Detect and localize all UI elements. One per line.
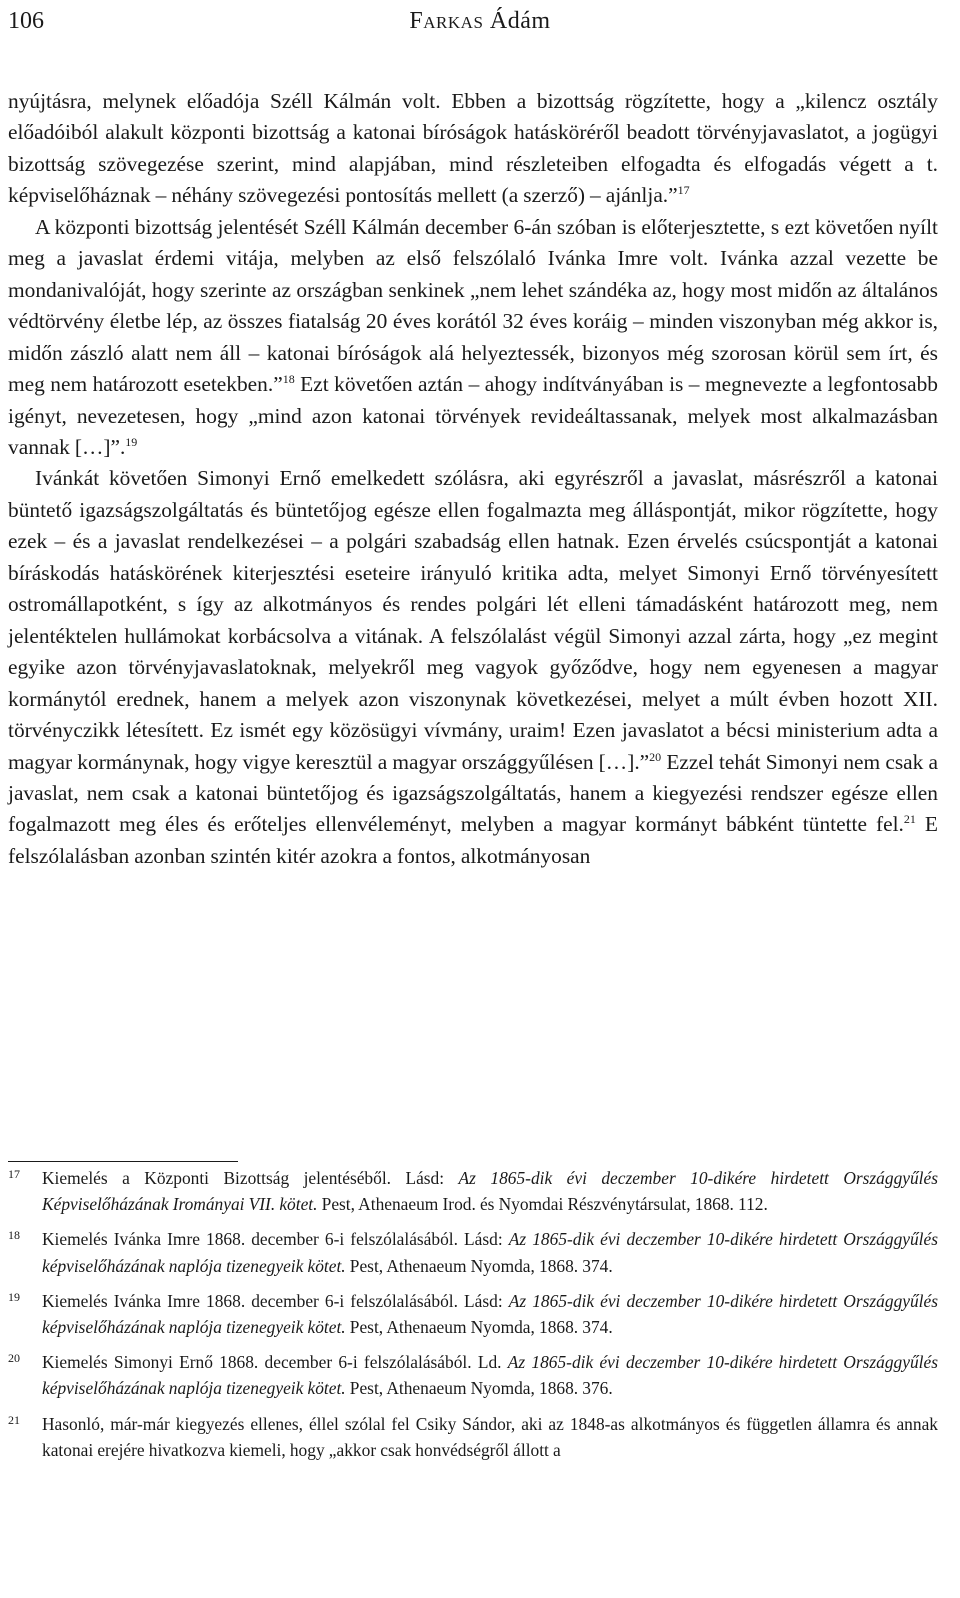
author-surname-rest: arkas bbox=[423, 8, 484, 34]
italic-title: Az 1865-dik évi deczember 10-dikére hirdetett Országgyűlés képviselőházának naplója tizenegyeik kötet. bbox=[42, 1352, 938, 1399]
footnote-text bbox=[42, 1226, 938, 1278]
text-run: Pest, Athenaeum Nyomda, 1868. 376. bbox=[345, 1378, 613, 1399]
footnote-reference: 21 bbox=[903, 812, 916, 827]
footnote-text bbox=[42, 1288, 938, 1340]
footnote-reference: 19 bbox=[125, 434, 138, 449]
italic-title: Az 1865-dik évi deczember 10-dikére hirdetett Országgyűlés képviselőházának naplója tizenegyeik kötet. bbox=[42, 1229, 938, 1276]
footnote-separator bbox=[8, 1161, 238, 1162]
footnote bbox=[8, 1411, 938, 1463]
footnote-number: 19 bbox=[8, 1289, 20, 1304]
text-run: A központi bizottság jelentését Széll Kálmán december 6-án szóban is előterjesztette, s ezt követően nyílt meg a javaslat érdemi vitája, melyben az első felszólaló Ivánka Imre volt. Ivánka azzal vezette be mondanivalóját, hogy szerinte az országban senkinek „nem lehet szándéka az, hogy most midőn az általános védtörvény életbe lép, az összes fiatalság 20 éves korától 32 éves koráig – minden viszonyban még akkor is, midőn zászló alatt nem áll – katonai bíróságok alá helyeztessék, bizonyos még szorosan körül sem írt, és meg nem határozott esetekben.” bbox=[8, 214, 938, 397]
footnote-text bbox=[42, 1411, 938, 1463]
text-run: Ezt követően aztán – ahogy indítványában is – megnevezte a legfontosabb igényt, nevezetesen, hogy „mind azon katonai törvények revideáltassanak, melyek most alkalmazásban vannak […]”. bbox=[8, 372, 938, 459]
footnote-reference: 17 bbox=[677, 183, 690, 198]
footnote-number: 17 bbox=[8, 1167, 20, 1181]
text-run: Kiemelés Simonyi Ernő 1868. december 6-i felszólalásából. Ld. bbox=[42, 1352, 508, 1373]
text-run: Kiemelés Ivánka Imre 1868. december 6-i felszólalásából. Lásd: bbox=[42, 1229, 509, 1250]
text-run: Pest, Athenaeum Nyomda, 1868. 374. bbox=[345, 1317, 613, 1338]
footnote-reference: 18 bbox=[282, 371, 295, 386]
text-run: nyújtásra, melynek előadója Széll Kálmán volt. Ebben a bizottság rögzítette, hogy a „kilencz osztály előadóiból alakult központi bizottság a katonai bíróságok hatásköréről beadott törvényjavaslatot, a jogügyi bizottság szövegezése szerint, mind alapjában, mind részleteiben elfogadta és elfogadás végett a t. képviselőháznak – néhány szövegezési pontosítás mellett (a szerző) – ajánlja.” bbox=[8, 89, 938, 208]
text-run: Kiemelés a Központi Bizottság jelentéséből. Lásd: bbox=[42, 1168, 459, 1188]
footnote-number: 18 bbox=[8, 1228, 20, 1243]
footnote-text bbox=[42, 1349, 938, 1401]
footnote-reference: 20 bbox=[649, 749, 662, 764]
footnote bbox=[8, 1165, 938, 1217]
footnote bbox=[8, 1288, 938, 1340]
footnotes bbox=[8, 1165, 938, 1472]
body-paragraph bbox=[8, 212, 938, 464]
footnote bbox=[8, 1349, 938, 1401]
author-given-name: Ádám bbox=[489, 8, 551, 34]
text-run: Ezzel tehát Simonyi nem csak a javaslat, nem csak a katonai büntetőjog és igazságszolgáltatás, hanem a kiegyezési rendszer egésze ellen fogalmazott meg éles és erőteljes ellenvéleményt, melyben a magyar kormányt bábként tüntette fel. bbox=[8, 749, 938, 837]
author-initial: F bbox=[409, 8, 424, 34]
text-run: E felszólalásban azonban szintén kitér azokra a fontos, alkotmányosan bbox=[8, 812, 938, 868]
italic-title: Az 1865-dik évi deczember 10-dikére hirdetett Országgyűlés képviselőházának naplója tizenegyeik kötet. bbox=[42, 1290, 938, 1338]
italic-title: Az 1865-dik évi deczember 10-dikére hirdetett Országgyűlés Képviselőházának Irományai VII. kötet. bbox=[42, 1168, 938, 1215]
text-run: Ivánkát követően Simonyi Ernő emelkedett szólásra, aki egyrészről a javaslat, másrészről a katonai büntető igazságszolgáltatás és büntetőjog egésze ellen fogalmazta meg álláspontját, mikor rögzítette, hogy ezek – és a javaslat rendelkezései – a polgári szabadság ellen hatnak. Ezen érvelés csúcspontját a katonai bíráskodás hatáskörének kiterjesztési eseteire irányuló kritika adta, melyet Simonyi Ernő törvényesített ostromállapotként, s így az alkotmányos és rendes polgári lét elleni támadásként határozott meg, nem jelentéktelen hullámokat korbácsolva a vitának. A felszólalást végül Simonyi azzal zárta, hogy „ez megint egyike azon törvényjavaslatoknak, melyekről meg vagyok győződve, hogy nem egyenesen a magyar kormánytól erednek, hanem a melyek azon viszonynak következései, melyet a múlt évben hozott XII. törvényczikk létesített. Ez ismét egy közösügyi vívmány, uraim! Ezen javaslatot a bécsi ministerium adta a magyar kormánynak, hogy vigye keresztül a magyar országgyűlésen […].” bbox=[8, 466, 938, 774]
body-paragraph bbox=[8, 463, 938, 872]
text-run: Kiemelés Ivánka Imre 1868. december 6-i felszólalásából. Lásd: bbox=[42, 1290, 509, 1311]
footnote bbox=[8, 1226, 938, 1278]
footnote-text bbox=[42, 1165, 938, 1217]
running-head bbox=[8, 4, 952, 38]
page-header bbox=[8, 4, 952, 38]
footnote-number: 20 bbox=[8, 1351, 20, 1366]
text-run: Pest, Athenaeum Nyomda, 1868. 374. bbox=[345, 1255, 613, 1276]
body-text bbox=[8, 86, 938, 872]
body-paragraph bbox=[8, 86, 938, 212]
text-run: Pest, Athenaeum Irod. és Nyomdai Részvénytársulat, 1868. 112. bbox=[317, 1194, 768, 1215]
text-run: Hasonló, már-már kiegyezés ellenes, éllel szólal fel Csiky Sándor, aki az 1848-as alkotmányos és független államra és annak katonai erejére hivatkozva kiemeli, hogy „akkor csak honvédségről állott a bbox=[42, 1413, 938, 1460]
page-number: 106 bbox=[8, 8, 44, 34]
footnote-number: 21 bbox=[8, 1412, 20, 1427]
